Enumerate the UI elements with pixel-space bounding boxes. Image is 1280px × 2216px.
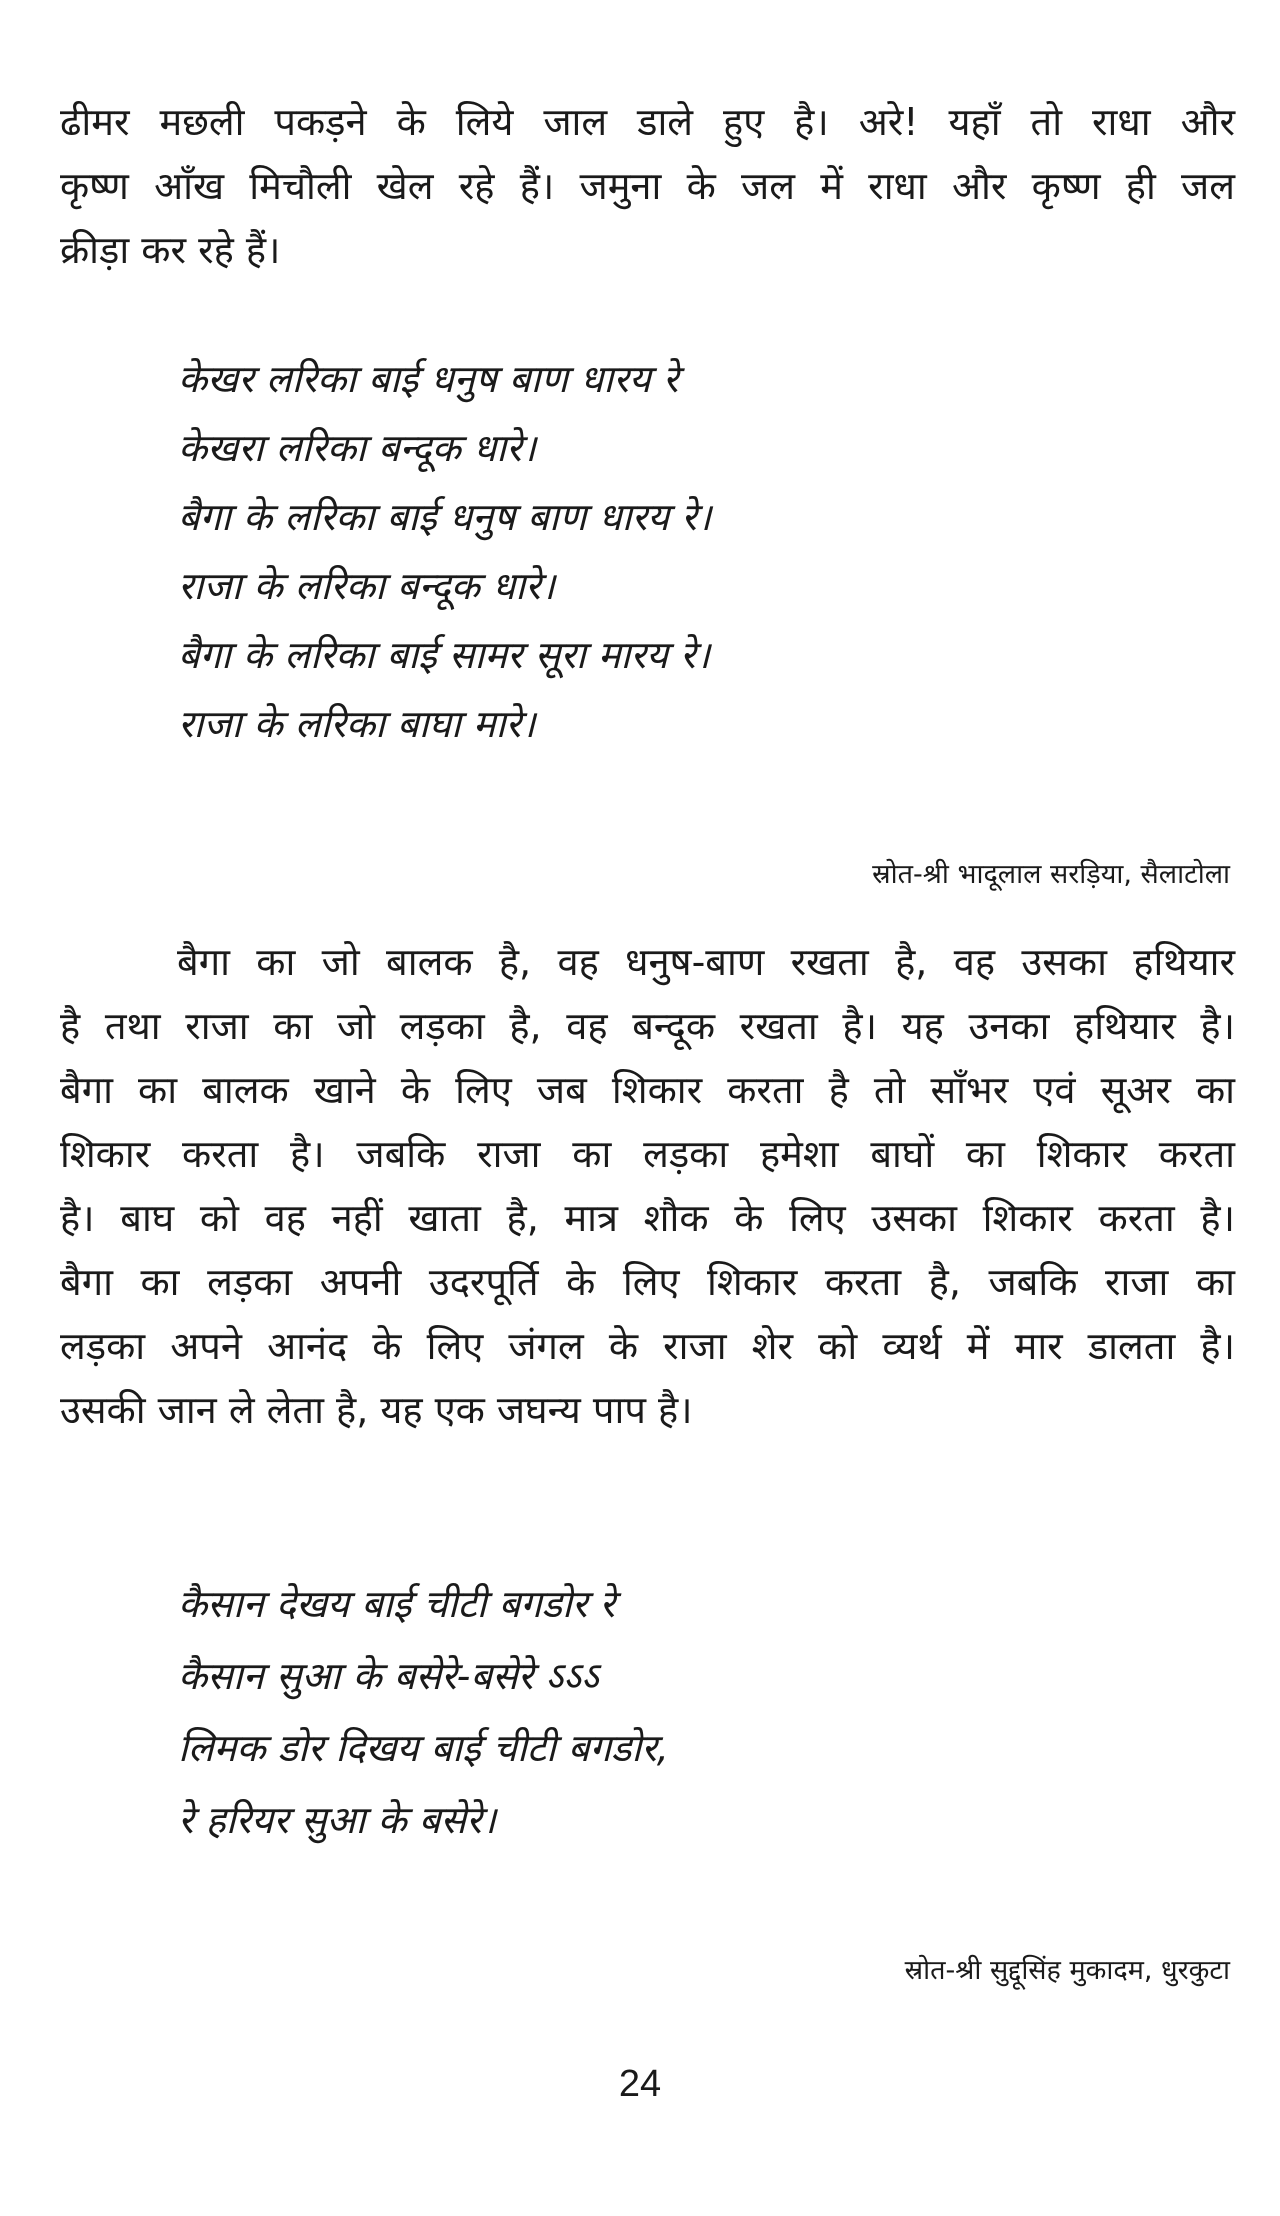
paragraph-line: बैगा का जो बालक है, वह धनुष-बाण रखता है, वह उसका हथियार	[177, 940, 1235, 984]
paragraph-line: है। बाघ को वह नहीं खाता है, मात्र शौक के लिए उसका शिकार करता है।	[60, 1196, 1235, 1240]
verse-line: बैगा के लरिका बाई धनुष बाण धारय रे।	[178, 495, 712, 539]
paragraph-line: बैगा का बालक खाने के लिए जब शिकार करता है तो साँभर एवं सूअर का	[60, 1068, 1235, 1112]
page-number: 24	[618, 2063, 662, 2105]
source-credit-2: स्रोत-श्री सुद्दूसिंह मुकादम, धुरकुटा	[904, 1955, 1230, 1986]
verse-2	[178, 1568, 1178, 1856]
verse-line: रे हरियर सुआ के बसेरे।	[178, 1798, 497, 1842]
verse-line: राजा के लरिका बन्दूक धारे।	[178, 564, 556, 608]
verse-line: कैसान देखय बाई चीटी बगडोर रे	[178, 1582, 616, 1626]
paragraph-line: बैगा का लड़का अपनी उदरपूर्ति के लिए शिकार करता है, जबकि राजा का	[60, 1260, 1235, 1304]
verse-line: बैगा के लरिका बाई सामर सूरा मारय रे।	[178, 633, 711, 677]
verse-line: लिमक डोर दिखय बाई चीटी बगडोर,	[178, 1726, 669, 1770]
paragraph-2	[60, 930, 1235, 1442]
paragraph-line: शिकार करता है। जबकि राजा का लड़का हमेशा बाघों का शिकार करता	[60, 1132, 1235, 1176]
paragraph-line: लड़का अपने आनंद के लिए जंगल के राजा शेर को व्यर्थ में मार डालता है।	[60, 1324, 1235, 1368]
paragraph-line: क्रीड़ा कर रहे हैं।	[60, 228, 281, 272]
verse-line: राजा के लरिका बाघा मारे।	[178, 702, 536, 746]
paragraph-line: है तथा राजा का जो लड़का है, वह बन्दूक रखता है। यह उनका हथियार है।	[60, 1004, 1235, 1048]
paragraph-1	[60, 90, 1235, 282]
source-credit-1: स्रोत-श्री भादूलाल सरड़िया, सैलाटोला	[872, 859, 1230, 890]
verse-line: कैसान सुआ के बसेरे-बसेरे ऽऽऽ	[178, 1654, 599, 1698]
verse-line: केखरा लरिका बन्दूक धारे।	[178, 426, 537, 470]
paragraph-line: कृष्ण आँख मिचौली खेल रहे हैं। जमुना के जल में राधा और कृष्ण ही जल	[60, 164, 1235, 208]
verse-line: केखर लरिका बाई धनुष बाण धारय रे	[178, 357, 679, 401]
paragraph-line: ढीमर मछली पकड़ने के लिये जाल डाले हुए है। अरे! यहाँ तो राधा और	[60, 100, 1235, 144]
paragraph-line: उसकी जान ले लेता है, यह एक जघन्य पाप है।	[60, 1388, 693, 1432]
verse-1	[178, 345, 1178, 759]
